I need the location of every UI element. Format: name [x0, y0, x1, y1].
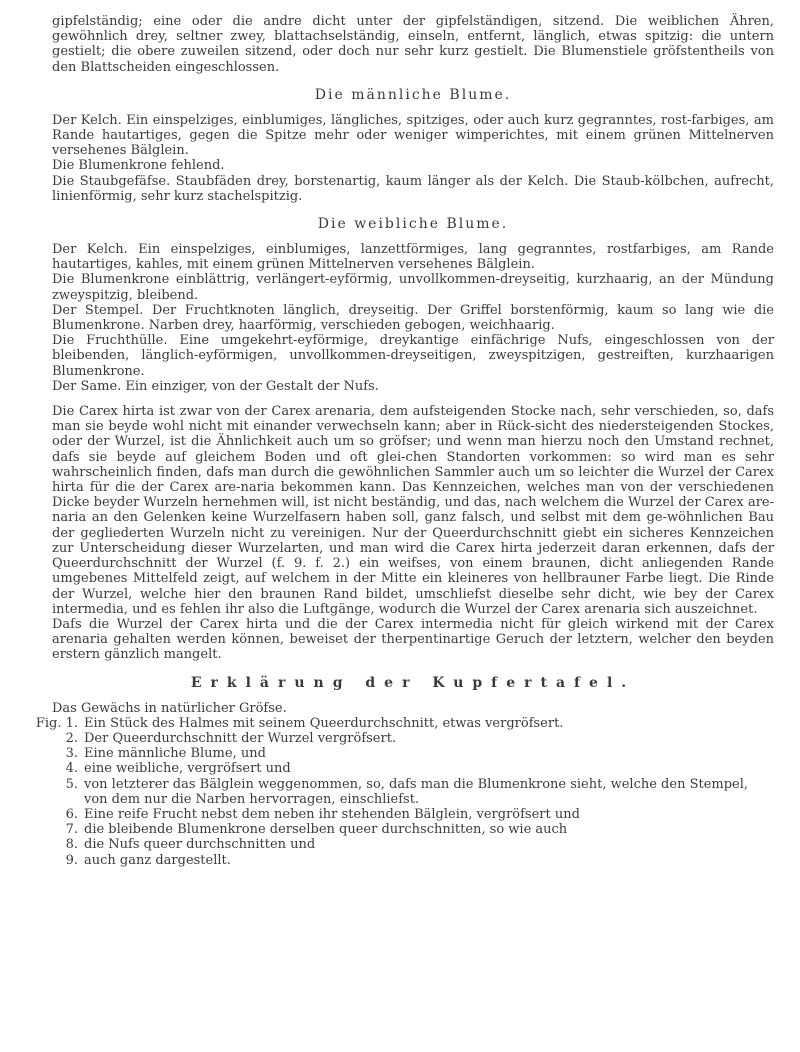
female-corolla: Die Blumenkrone einblättrig, verlängert-eyförmig, unvollkommen-dreyseitig, kurzhaarig, an der Mündung zweyspitzig, bleibend.	[52, 272, 774, 303]
female-fruit: Die Fruchthülle. Eine umgekehrt-eyförmige, dreykantige einfächrige Nufs, eingeschlossen von der bleibenden, länglich-eyförmigen, unvollkommen-dreyseitigen, zweyspitzigen, gestreiften, kurzhaarigen Blumenkrone.	[52, 333, 774, 379]
figure-number: 8.	[65, 837, 78, 853]
female-seed: Der Same. Ein einziger, von der Gestalt der Nufs.	[52, 378, 379, 394]
figure-number: 9.	[65, 852, 78, 868]
figure-item	[52, 853, 774, 868]
figure-text: eine weibliche, vergröfsert und	[84, 761, 291, 777]
figure-list	[35, 715, 774, 868]
figure-text: von letzterer das Bälglein weggenommen, so, dafs man die Blumenkrone sieht, welche den Stempel, von dem nur die Narben hervorragen, einschliefst.	[84, 776, 749, 807]
female-pistil: Der Stempel. Der Fruchtknoten länglich, dreyseitig. Der Griffel borstenförmig, kaum so lang wie die Blumenkrone. Narben drey, haarförmig, verschieden gebogen, weichhaarig.	[52, 302, 774, 334]
plate-heading: Erklärung der Kupfertafel.	[190, 674, 636, 691]
figure-number: 4.	[65, 761, 78, 777]
female-flower-heading: Die weibliche Blume.	[317, 216, 509, 233]
figure-text: Eine reife Frucht nebst dem neben ihr stehenden Bälglein, vergröfsert und	[84, 806, 580, 822]
figure-item	[52, 761, 774, 776]
figure-item	[52, 822, 774, 837]
figure-item	[52, 837, 774, 852]
figure-number: Fig. 1.	[35, 715, 78, 731]
figure-number: 6.	[65, 806, 78, 822]
figure-number: 7.	[65, 822, 78, 838]
figure-text: die Nufs queer durchschnitten und	[84, 837, 316, 853]
figure-item	[52, 777, 774, 807]
figure-item	[52, 731, 774, 746]
male-corolla: Die Blumenkrone fehlend.	[52, 158, 225, 174]
figure-text: Ein Stück des Halmes mit seinem Queerdurchschnitt, etwas vergröfsert.	[84, 715, 564, 731]
figure-item	[35, 715, 774, 731]
figure-number: 3.	[65, 746, 78, 762]
plate-intro: Das Gewächs in natürlicher Gröfse.	[52, 700, 287, 716]
male-calyx: Der Kelch. Ein einspelziges, einblumiges, längliches, spitziges, oder auch kurz gegranntes, rost-farbiges, am Rande hautartiges, gegen die Spitze mehr oder weniger wimperichtes, mit einem grünen Mittelnerven versehenes Bälglein.	[52, 112, 774, 159]
figure-text: Der Queerdurchschnitt der Wurzel vergröfsert.	[84, 730, 397, 746]
discussion-paragraph-2: Dafs die Wurzel der Carex hirta und die der Carex intermedia nicht für gleich wirkend mit der Carex arenaria gehalten werden können, beweiset der therpentinartige Geruch der letztern, welcher den beyden erstern gänzlich mangelt.	[52, 616, 774, 663]
male-stamens: Die Staubgefäfse. Staubfäden drey, borstenartig, kaum länger als der Kelch. Die Staub-kölbchen, aufrecht, linienförmig, sehr kurz stachelspitzig.	[52, 173, 774, 204]
figure-text: die bleibende Blumenkrone derselben queer durchschnitten, so wie auch	[84, 822, 568, 838]
figure-item	[52, 746, 774, 761]
female-calyx: Der Kelch. Ein einspelziges, einblumiges, lanzettförmiges, lang gegranntes, rostfarbiges, am Rande hautartiges, kahles, mit einem grünen Mittelnerven versehenes Bälglein.	[52, 242, 774, 273]
figure-text: Eine männliche Blume, und	[84, 746, 266, 762]
male-flower-heading: Die männliche Blume.	[314, 86, 512, 103]
figure-number: 5.	[65, 776, 78, 792]
figure-number: 2.	[65, 730, 78, 746]
discussion-paragraph-1: Die Carex hirta ist zwar von der Carex arenaria, dem aufsteigenden Stocke nach, sehr verschieden, so, dafs man sie beyde wohl nicht mit einander verwechseln kann; aber in Rück-sicht des niedersteigenden Stockes, oder der Wurzel, ist die Ähnlichkeit auch um so gröfser; und wenn man hierzu noch den Umstand rechnet, dafs sie beyde auf gleichem Boden und oft glei-chen Standorten vorkommen: so wird man es sehr wahrscheinlich finden, dafs man durch die gewöhnlichen Sammler auch um so leichter die Wurzel der Carex hirta für die der Carex are-naria bekommen kann. Das Kennzeichen, welches man von der verschiedenen Dicke beyder Wurzeln hernehmen will, ist nicht beständig, und das, nach welchem die Wurzel der Carex are-naria an den Gelenken keine Wurzelfasern haben soll, ganz falsch, und selbst mit dem ge-wöhnlichen Bau der gegliederten Wurzeln nicht zu vereinigen. Nur der Queerdurchschnitt giebt ein sicheres Kennzeichen zur Unterscheidung dieser Wurzelarten, und man wird die Carex hirta jederzeit daran erkennen, dafs der Queerdurchschnitt der Wurzel (f. 9. f. 2.) ein weifses, von einem braunen, dicht anliegenden Rande umgebenes Mittelfeld zeigt, auf welchem in der Mitte ein kleineres von hellbrauner Farbe liegt. Die Rinde der Wurzel, welche hier den braunen Rand bildet, umschliefst dieselbe sehr dicht, wie bey der Carex intermedia, und es fehlen ihr also die Luftgänge, wodurch die Wurzel der Carex arenaria sich auszeichnet.	[52, 404, 774, 617]
figure-item	[52, 807, 774, 822]
top-paragraph: gipfelständig; eine oder die andre dicht unter der gipfelständigen, sitzend. Die weiblichen Ähren, gewöhnlich drey, seltner zwey, blattachselständig, einseln, entfernt, länglich, etwas spitzig: die untern gestielt; die obere zuweilen sitzend, oder doch nur sehr kurz gestielt. Die Blumenstiele gröfstentheils von den Blattscheiden eingeschlossen.	[52, 14, 774, 75]
figure-text: auch ganz dargestellt.	[84, 852, 231, 868]
